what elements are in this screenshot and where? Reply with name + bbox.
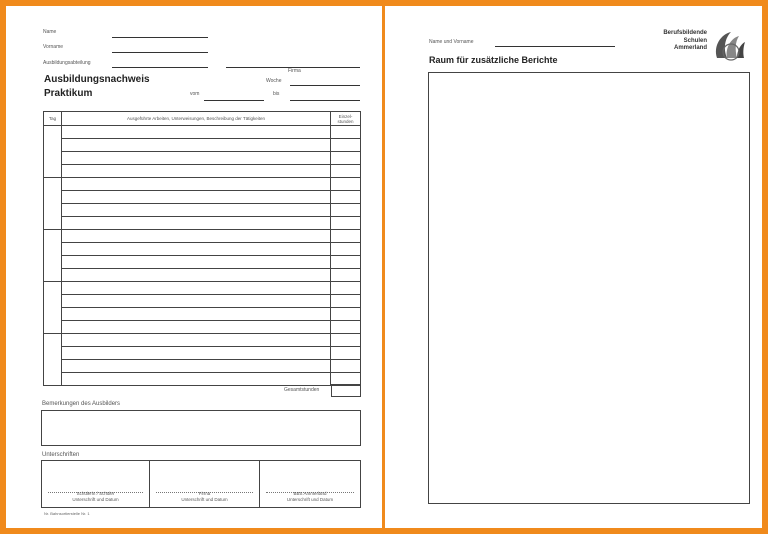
name-vorname-line[interactable] [495,46,615,47]
remarks-label: Bemerkungen des Ausbilders [42,401,121,407]
activity-cell[interactable] [61,152,330,165]
gesamtstunden-label: Gesamtstunden [284,387,320,393]
activity-cell[interactable] [61,334,330,347]
form-subtitle: Praktikum [44,88,93,99]
hours-cell[interactable] [331,204,361,217]
signature-cell-company[interactable] [150,461,260,507]
activity-cell[interactable] [61,230,330,243]
hours-cell[interactable] [331,269,361,282]
form-title: Ausbildungsnachweis [44,74,150,85]
hours-cell[interactable] [331,191,361,204]
hours-cell[interactable] [331,178,361,191]
activity-cell[interactable] [61,217,330,230]
activity-cell[interactable] [61,321,330,334]
activity-cell[interactable] [61,178,330,191]
activity-cell[interactable] [61,243,330,256]
col-activities-header: Ausgeführte Arbeiten, Unterweisungen, Beschreibung der Tätigkeiten [61,112,330,126]
hours-cell[interactable] [331,321,361,334]
table-row [44,126,361,139]
table-row [44,360,361,373]
table-row [44,217,361,230]
hours-cell[interactable] [331,230,361,243]
table-row [44,230,361,243]
signature-caption: Schülerin / Schüler Unterschrift und Datum [72,491,119,502]
signature-cell-student[interactable] [42,461,150,507]
activity-cell[interactable] [61,139,330,152]
table-row [44,282,361,295]
signatures-label: Unterschriften [42,452,80,458]
hours-cell[interactable] [331,347,361,360]
activity-cell[interactable] [61,204,330,217]
bis-label: bis [273,91,280,97]
signature-caption: BBS Ammerland Unterschrift und Datum [286,491,334,502]
vorname-label: Vorname [43,44,64,50]
hours-cell[interactable] [331,165,361,178]
signature-caption: Firma Unterschrift und Datum [181,491,228,502]
table-row [44,165,361,178]
hours-cell[interactable] [331,217,361,230]
activity-cell[interactable] [61,373,330,386]
bis-line[interactable] [290,100,360,101]
table-row [44,191,361,204]
signatures-box [41,460,361,508]
name-line[interactable] [112,37,208,38]
school-logo-text: Berufsbildende Schulen Ammerland [663,30,707,51]
col-hours-header: Einzel-stunden [331,112,361,126]
right-page-reports [385,6,762,528]
table-row [44,243,361,256]
woche-line[interactable] [290,85,360,86]
gesamtstunden-cell[interactable] [331,384,361,397]
name-vorname-label: Name und Vorname [429,39,474,45]
day-cell[interactable] [44,126,62,178]
activity-cell[interactable] [61,282,330,295]
table-header-row [44,112,361,126]
woche-label: Woche [266,78,282,84]
day-cell[interactable] [44,282,62,334]
activity-cell[interactable] [61,256,330,269]
table-row [44,139,361,152]
hours-cell[interactable] [331,126,361,139]
hours-cell[interactable] [331,256,361,269]
table-row [44,321,361,334]
ausbildungsabteilung-label: Ausbildungsabteilung [43,60,91,66]
activity-cell[interactable] [61,308,330,321]
hours-cell[interactable] [331,152,361,165]
table-row [44,269,361,282]
table-row [44,308,361,321]
vom-line[interactable] [204,100,264,101]
table-row [44,347,361,360]
signature-cell-school[interactable] [260,461,360,507]
day-cell[interactable] [44,178,62,230]
hours-cell[interactable] [331,139,361,152]
name-label: Name [43,29,57,35]
vorname-line[interactable] [112,52,208,53]
hours-cell[interactable] [331,334,361,347]
activity-cell[interactable] [61,295,330,308]
table-row [44,204,361,217]
table-row [44,334,361,347]
activity-cell[interactable] [61,360,330,373]
school-logo-icon [711,28,747,64]
remarks-box[interactable] [41,410,361,446]
hours-cell[interactable] [331,360,361,373]
activity-cell[interactable] [61,269,330,282]
activity-log-table [43,111,361,386]
section-title: Raum für zusätzliche Berichte [429,55,558,65]
reports-writing-area[interactable] [428,72,750,504]
activity-cell[interactable] [61,347,330,360]
firma-label: Firma [288,68,301,74]
hours-cell[interactable] [331,295,361,308]
table-row [44,373,361,386]
ausbildungsabteilung-line[interactable] [112,67,208,68]
vom-label: vom [190,91,200,97]
hours-cell[interactable] [331,282,361,295]
table-row [44,295,361,308]
table-row [44,178,361,191]
col-tag-header: Tag [44,112,62,126]
footer-note: Nr. Bahnsortierstelle Nr. 1 [44,511,90,516]
table-row [44,256,361,269]
activity-cell[interactable] [61,165,330,178]
hours-cell[interactable] [331,243,361,256]
activity-cell[interactable] [61,126,330,139]
left-page-form [6,6,382,528]
table-row [44,152,361,165]
day-cell[interactable] [44,230,62,282]
hours-cell[interactable] [331,308,361,321]
activity-cell[interactable] [61,191,330,204]
day-cell[interactable] [44,334,62,386]
